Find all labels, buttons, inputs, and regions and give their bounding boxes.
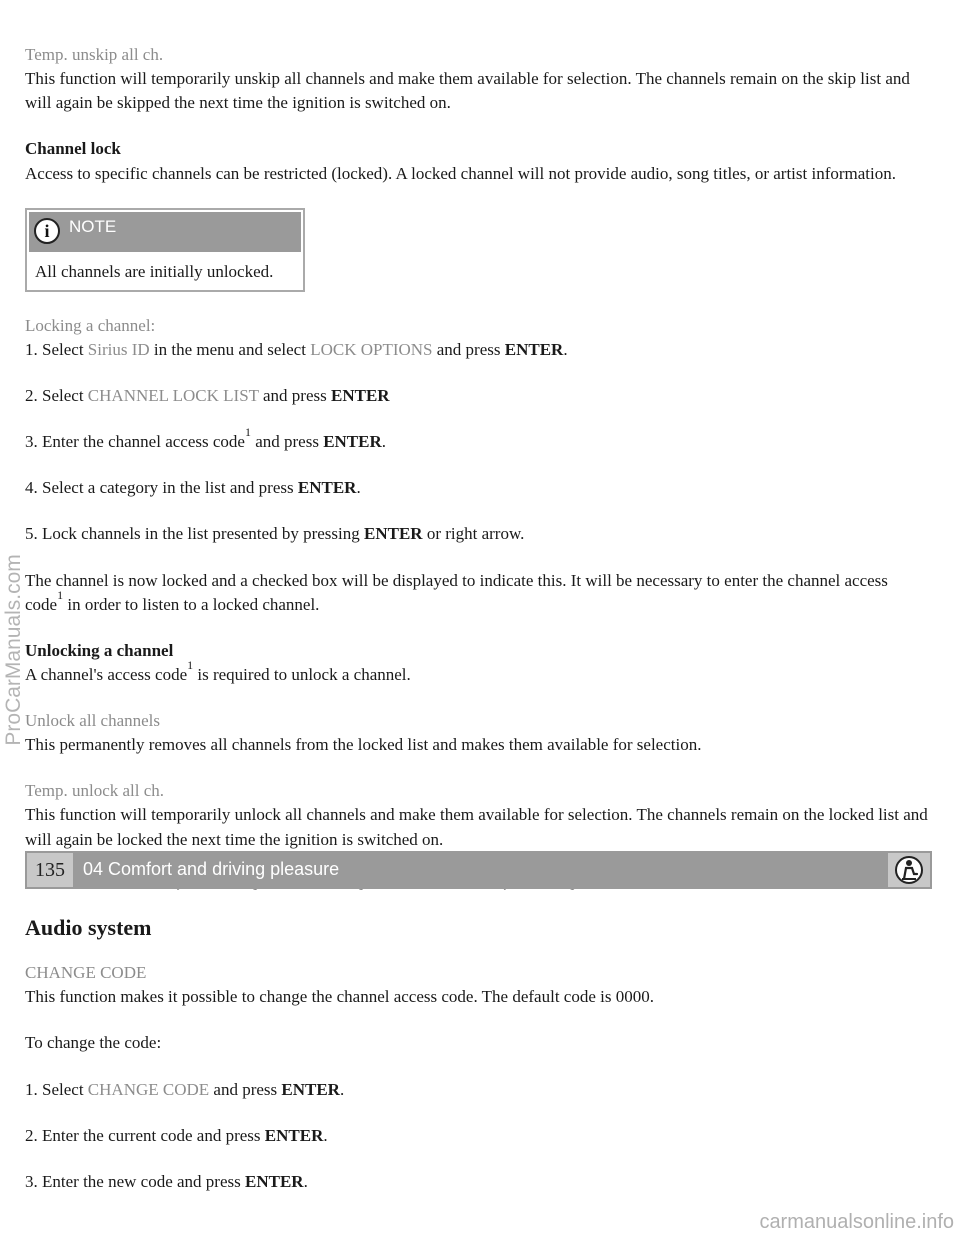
locking-step-1: 1. Select Sirius ID in the menu and select LOCK OPTIONS and press ENTER. bbox=[25, 339, 568, 359]
footnote-ref: 1 bbox=[244, 425, 251, 440]
enter-key: ENTER bbox=[244, 1171, 304, 1191]
enter-key: ENTER bbox=[504, 339, 564, 359]
note-title: NOTE bbox=[69, 216, 117, 236]
unlocking-heading: Unlocking a channel bbox=[25, 640, 174, 660]
footnote-ref: 1 bbox=[57, 587, 64, 602]
menu-item-channel-lock-list: CHANNEL LOCK LIST bbox=[87, 386, 259, 405]
temp-unskip-heading: Temp. unskip all ch. bbox=[25, 45, 164, 64]
unlock-all-text: This permanently removes all channels from the locked list and makes them available for selection. bbox=[25, 735, 702, 755]
change-code-heading: CHANGE CODE bbox=[25, 963, 147, 983]
bottom-watermark: carmanualsonline.info bbox=[759, 1210, 954, 1233]
change-step-2: 2. Enter the current code and press ENTER. bbox=[25, 1125, 328, 1145]
change-code-text: This function makes it possible to change the channel access code. The default code is 0000. bbox=[25, 987, 654, 1007]
audio-system-heading: Audio system bbox=[25, 915, 152, 940]
enter-key: ENTER bbox=[363, 524, 423, 544]
menu-item-change-code: CHANGE CODE bbox=[87, 1079, 210, 1099]
menu-item-sirius-id: Sirius ID bbox=[87, 339, 150, 359]
menu-item-lock-options: LOCK OPTIONS bbox=[310, 339, 433, 359]
note-header bbox=[29, 212, 301, 252]
locking-step-3: 3. Enter the channel access code$^1$ and press ENTER. bbox=[25, 425, 387, 452]
manual-page-upper bbox=[25, 43, 930, 914]
footnote-ref: 1 bbox=[187, 657, 194, 672]
to-change-code: To change the code: bbox=[25, 1033, 162, 1053]
note-text: All channels are initially unlocked. bbox=[35, 261, 274, 281]
chapter-title: 04 Comfort and driving pleasure bbox=[83, 859, 340, 880]
enter-key: ENTER bbox=[330, 386, 390, 405]
manual-page-lower bbox=[25, 912, 930, 1216]
page-header-bar bbox=[25, 851, 932, 889]
page-number: 135 bbox=[27, 853, 73, 887]
enter-key: ENTER bbox=[264, 1125, 324, 1145]
channel-lock-text: Access to specific channels can be restricted (locked). A locked channel will not provide audio, song titles, or artist information. bbox=[25, 163, 896, 183]
info-icon: i bbox=[34, 218, 60, 244]
channel-lock-heading: Channel lock bbox=[25, 139, 121, 159]
temp-unlock-heading: Temp. unlock all ch. bbox=[25, 781, 165, 801]
side-watermark: ProCarManuals.com bbox=[2, 554, 26, 746]
change-step-1: 1. Select CHANGE CODE and press ENTER. bbox=[25, 1079, 345, 1099]
note-box bbox=[25, 208, 305, 292]
enter-key: ENTER bbox=[297, 478, 357, 498]
locking-heading: Locking a channel: bbox=[25, 315, 156, 335]
locking-step-2: 2. Select CHANNEL LOCK LIST and press ENTER bbox=[25, 386, 390, 405]
unlock-all-heading: Unlock all channels bbox=[25, 711, 161, 730]
change-step-3: 3. Enter the new code and press ENTER. bbox=[25, 1171, 308, 1191]
locking-result: The channel is now locked and a checked box will be displayed to indicate this. It will be necessary to enter the channel access code$^1$ in order to listen to a locked channel. bbox=[25, 570, 888, 614]
seat-person-icon bbox=[888, 853, 930, 887]
temp-unlock-text: This function will temporarily unlock all channels and make them available for selection. The channels remain on the locked list and will again be locked the next time the ignition is switched on. bbox=[25, 805, 928, 849]
locking-step-4: 4. Select a category in the list and press ENTER. bbox=[25, 478, 361, 498]
enter-key: ENTER bbox=[281, 1079, 340, 1099]
temp-unskip-text: This function will temporarily unskip all channels and make them available for selection. The channels remain on the skip list and will again be skipped the next time the ignition is switched on. bbox=[25, 69, 910, 113]
enter-key: ENTER bbox=[323, 432, 382, 452]
locking-step-5: 5. Lock channels in the list presented by pressing ENTER or right arrow. bbox=[25, 524, 525, 544]
unlocking-text: A channel's access code$^1$ is required to unlock a channel. bbox=[25, 657, 411, 684]
